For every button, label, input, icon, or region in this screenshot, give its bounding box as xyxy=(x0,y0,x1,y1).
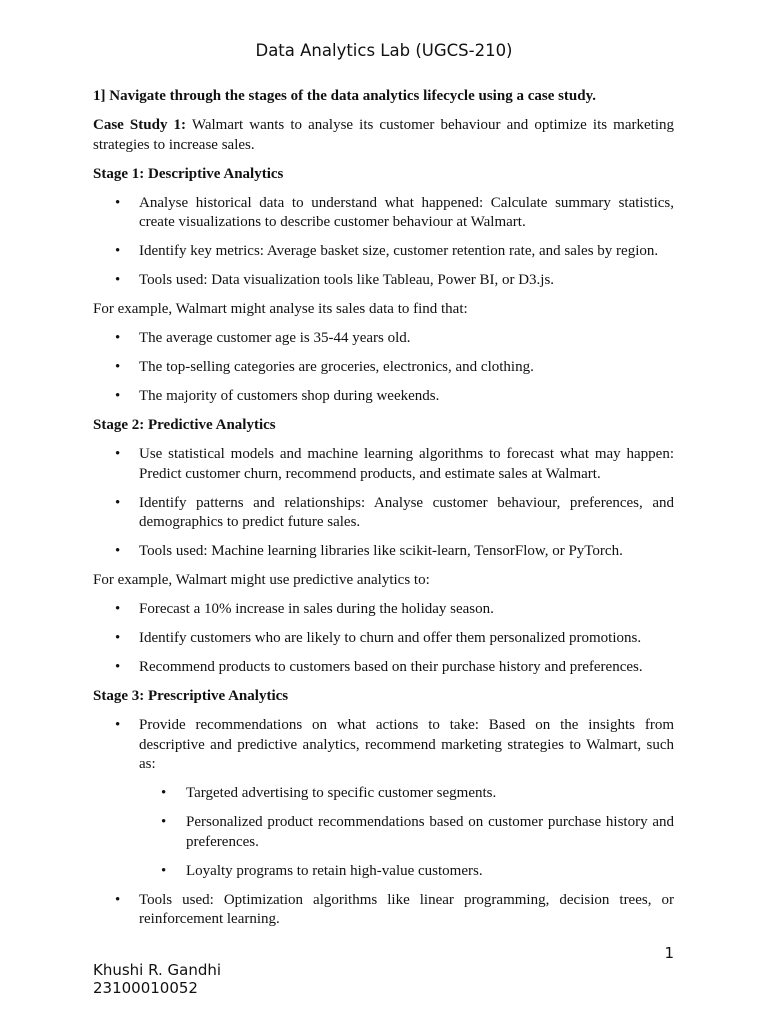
page-title: Data Analytics Lab (UGCS-210) xyxy=(255,41,513,60)
list-item: • The average customer age is 35-44 years old. xyxy=(93,329,674,349)
stage2-heading: Stage 2: Predictive Analytics xyxy=(93,417,276,433)
stage1-heading: Stage 1: Descriptive Analytics xyxy=(93,165,284,182)
case-study-paragraph xyxy=(93,116,674,155)
page-number: 1 xyxy=(664,944,674,962)
list-item: • Tools used: Optimization algorithms like linear programming, decision trees, or reinforcement learning. xyxy=(93,891,674,930)
sub-list-item: • Loyalty programs to retain high-value customers. xyxy=(139,862,674,882)
stage3-sub-list xyxy=(139,784,674,881)
stage2-bullet-list xyxy=(93,445,674,562)
list-item: • Tools used: Data visualization tools like Tableau, Power BI, or D3.js. xyxy=(93,271,674,291)
document-body xyxy=(93,87,674,939)
stage3-recommendation-text: Provide recommendations on what actions to take: Based on the insights from descriptive and predictive analytics, recommend marketing strategies to Walmart, such as: xyxy=(139,717,674,772)
stage1-example-intro: For example, Walmart might analyse its sales data to find that: xyxy=(93,301,468,317)
list-item: • Forecast a 10% increase in sales during the holiday season. xyxy=(93,600,674,620)
case-study-text: Walmart wants to analyse its customer behaviour and optimize its marketing strategies to increase sales. xyxy=(93,117,674,153)
list-item: • Identify patterns and relationships: Analyse customer behaviour, preferences, and demographics to predict future sales. xyxy=(93,494,674,533)
question-heading: 1] Navigate through the stages of the data analytics lifecycle using a case study. xyxy=(93,88,597,104)
footer xyxy=(93,961,221,997)
list-item: • The majority of customers shop during weekends. xyxy=(93,387,674,407)
stage3-bullet-list xyxy=(93,716,674,930)
stage1-example-list xyxy=(93,329,674,407)
stage1-bullet-list xyxy=(93,194,674,291)
author-id: 23100010052 xyxy=(93,979,198,997)
list-item: • The top-selling categories are groceries, electronics, and clothing. xyxy=(93,358,674,378)
list-item: • Recommend products to customers based on their purchase history and preferences. xyxy=(93,658,674,678)
list-item: • Tools used: Machine learning libraries like scikit-learn, TensorFlow, or PyTorch. xyxy=(93,542,674,562)
stage2-example-intro: For example, Walmart might use predictive analytics to: xyxy=(93,572,430,588)
case-study-label: Case Study 1: xyxy=(93,117,187,133)
list-item xyxy=(93,716,674,881)
list-item: • Analyse historical data to understand what happened: Calculate summary statistics, create visualizations to describe customer behaviour at Walmart. xyxy=(93,194,674,233)
author-name: Khushi R. Gandhi xyxy=(93,961,222,979)
stage2-example-list xyxy=(93,600,674,678)
list-item: • Use statistical models and machine learning algorithms to forecast what may happen: Predict customer churn, recommend products, and estimate sales at Walmart. xyxy=(93,445,674,484)
list-item: • Identify key metrics: Average basket size, customer retention rate, and sales by region. xyxy=(93,242,674,262)
stage3-heading: Stage 3: Prescriptive Analytics xyxy=(93,688,289,704)
sub-list-item: • Personalized product recommendations based on customer purchase history and preferences. xyxy=(139,813,674,852)
sub-list-item: • Targeted advertising to specific customer segments. xyxy=(139,784,674,804)
list-item: • Identify customers who are likely to churn and offer them personalized promotions. xyxy=(93,629,674,649)
